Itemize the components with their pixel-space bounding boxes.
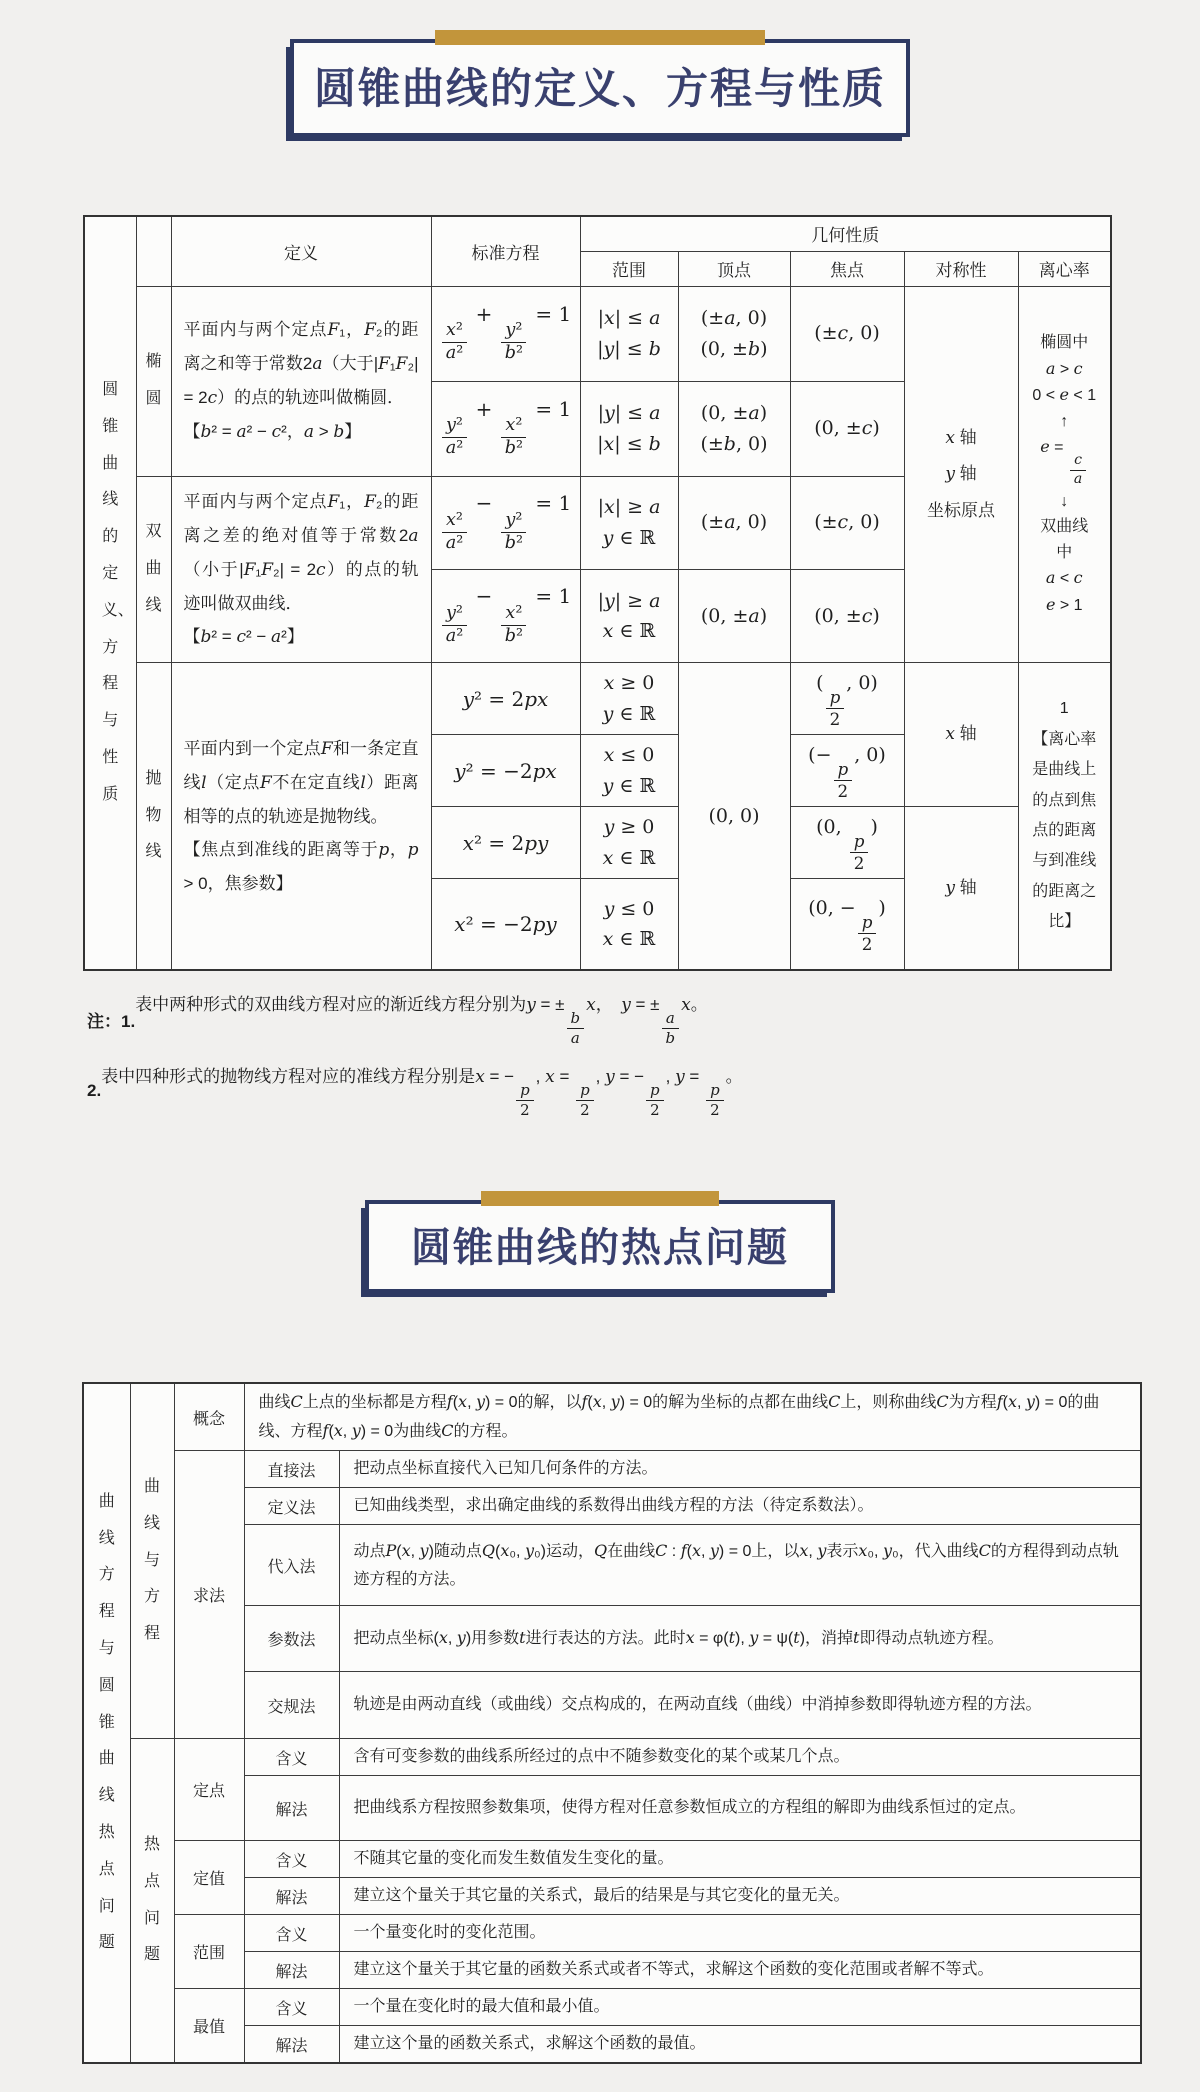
- t1-ellipse-eq-1: $\frac{\text{x²}}{\text{a²}}$ + $\frac{\text{y²}}{\text{b²}}$ = 1: [431, 286, 580, 381]
- t1-parabola-eq-3: x² = 2py: [431, 807, 580, 879]
- t1-parabola-range-4: y ≤ 0 x ∈ ℝ: [580, 879, 678, 970]
- section2-title-box: [365, 1200, 835, 1293]
- t2-fixed-point-solution: 把曲线系方程按照参数集项，使得方程对任意参数恒成立的方程组的解即为曲线系恒过的定点。: [339, 1776, 1141, 1841]
- t1-hyperbola-vertex-1: (±a, 0): [678, 476, 790, 569]
- t1-header-standard: 标准方程: [431, 216, 580, 286]
- t2-fixed-point-meaning-label: 含义: [244, 1739, 339, 1776]
- t1-parabola-focus-4: (0, − $\frac{p}{2}$ ): [790, 879, 904, 970]
- t1-header-geometry: 几何性质: [580, 216, 1111, 251]
- t1-hyperbola-vertex-2: (0, ±a): [678, 569, 790, 662]
- t1-hyperbola-focus-1: (±c, 0): [790, 476, 904, 569]
- t1-hyperbola-eq-1: $\frac{\text{x²}}{\text{a²}}$ − $\frac{\text{y²}}{\text{b²}}$ = 1: [431, 476, 580, 569]
- t1-parabola-eq-2: y² = −2px: [431, 735, 580, 807]
- t2-method-parameter-label: 参数法: [244, 1606, 339, 1672]
- t2-range-meaning-label: 含义: [244, 1915, 339, 1952]
- t2-method-parameter-text: 把动点坐标(x, y)用参数t进行表达的方法。此时x = φ(t), y = ψ(t)，消掉t即得动点轨迹方程。: [339, 1606, 1141, 1672]
- t1-header-vertex: 顶点: [678, 251, 790, 286]
- t2-method-intersection-text: 轨迹是由两动直线（或曲线）交点构成的，在两动直线（曲线）中消掉参数即得轨迹方程的方法。: [339, 1672, 1141, 1739]
- t1-hyperbola-definition: 平面内与两个定点F₁，F₂的距离之差的绝对值等于常数2a（小于|F₁F₂| = 2c）的点的轨迹叫做双曲线． 【b² = c² − a²】: [171, 476, 431, 663]
- t1-ellipse-vertex-2: (0, ±a) (±b, 0): [678, 381, 790, 476]
- t1-ellipse-eq-2: $\frac{\text{y²}}{\text{a²}}$ + $\frac{\text{x²}}{\text{b²}}$ = 1: [431, 381, 580, 476]
- t1-ellipse-name: 椭圆: [136, 286, 171, 476]
- t1-parabola-name: 抛物线: [136, 663, 171, 970]
- t1-ellipse-range-1: |x| ≤ a |y| ≤ b: [580, 286, 678, 381]
- t1-conic-symmetry: x 轴 y 轴 坐标原点: [904, 286, 1018, 663]
- gold-bar-decoration: [481, 1191, 719, 1206]
- t1-parabola-vertex: (0, 0): [678, 663, 790, 970]
- t1-parabola-eq-4: x² = −2py: [431, 879, 580, 970]
- t1-side-title: 圆锥曲线的定义、方程与性质: [84, 216, 136, 970]
- t1-parabola-focus-3: (0, $\frac{p}{2}$ ): [790, 807, 904, 879]
- t1-hyperbola-eq-2: $\frac{\text{y²}}{\text{a²}}$ − $\frac{\text{x²}}{\text{b²}}$ = 1: [431, 569, 580, 662]
- t1-header-definition: 定义: [171, 216, 431, 286]
- t1-hyperbola-focus-2: (0, ±c): [790, 569, 904, 662]
- t2-method-definition-label: 定义法: [244, 1488, 339, 1525]
- t1-hyperbola-name: 双曲线: [136, 476, 171, 663]
- t1-ellipse-vertex-1: (±a, 0) (0, ±b): [678, 286, 790, 381]
- t1-header-range: 范围: [580, 251, 678, 286]
- t1-ellipse-range-2: |y| ≤ a |x| ≤ b: [580, 381, 678, 476]
- t2-method-direct-text: 把动点坐标直接代入已知几何条件的方法。: [339, 1451, 1141, 1488]
- t2-side-title: 曲线方程与圆锥曲线热点问题: [83, 1383, 130, 2063]
- t2-fixed-point-meaning: 含有可变参数的曲线系所经过的点中不随参数变化的某个或某几个点。: [339, 1739, 1141, 1776]
- t2-range-solution: 建立这个量关于其它量的函数关系式或者不等式，求解这个函数的变化范围或者解不等式。: [339, 1952, 1141, 1989]
- section2-title: 圆锥曲线的热点问题: [411, 1226, 789, 1270]
- t2-method-substitution-label: 代入法: [244, 1525, 339, 1606]
- t1-header-eccentricity: 离心率: [1018, 251, 1111, 286]
- t2-topic-range: 范围: [174, 1915, 244, 1989]
- t1-ellipse-focus-2: (0, ±c): [790, 381, 904, 476]
- t2-method-intersection-label: 交规法: [244, 1672, 339, 1739]
- note-1-text: 表中两种形式的双曲线方程对应的渐近线方程分别为y = ± $\frac{b}{a}$ x， y = ± $\frac{a}{b}$ x。: [135, 995, 708, 1047]
- gold-bar-decoration: [435, 30, 765, 45]
- t2-method-substitution-text: 动点P(x, y)随动点Q(x₀, y₀)运动，Q在曲线C : f(x, y) = 0上，以x, y表示x₀, y₀，代入曲线C的方程得到动点轨迹方程的方法。: [339, 1525, 1141, 1606]
- note-1: [87, 983, 1122, 1055]
- t1-parabola-range-1: x ≥ 0 y ∈ ℝ: [580, 663, 678, 735]
- t2-extremum-meaning: 一个量在变化时的最大值和最小值。: [339, 1989, 1141, 2026]
- note-2-number: 2.: [87, 1081, 102, 1100]
- note-2-text: 表中四种形式的抛物线方程对应的准线方程分别是x = − $\frac{p}{2}$ , x = $\frac{p}{2}$ , y = − $\frac{p}{2}$ , y = $\frac{p}{2}$ 。: [101, 1067, 743, 1119]
- t2-method-definition-text: 已知曲线类型，求出确定曲线的系数得出曲线方程的方法（待定系数法）。: [339, 1488, 1141, 1525]
- section1-title: 圆锥曲线的定义、方程与性质: [313, 65, 886, 112]
- t2-concept-label: 概念: [174, 1383, 244, 1451]
- t2-extremum-solution: 建立这个量的函数关系式，求解这个函数的最值。: [339, 2026, 1141, 2064]
- t2-fixed-value-meaning-label: 含义: [244, 1841, 339, 1878]
- t2-range-meaning: 一个量变化时的变化范围。: [339, 1915, 1141, 1952]
- section1-title-box: [290, 39, 910, 137]
- note-2: [87, 1061, 1122, 1121]
- t1-parabola-range-3: y ≥ 0 x ∈ ℝ: [580, 807, 678, 879]
- t1-parabola-focus-2: (− $\frac{p}{2}$ , 0): [790, 735, 904, 807]
- t2-extremum-meaning-label: 含义: [244, 1989, 339, 2026]
- t1-parabola-definition: 平面内到一个定点F和一条定直线l（定点F不在定直线l）距离相等的点的轨迹是抛物线。 【焦点到准线的距离等于p，p > 0，焦参数】: [171, 663, 431, 970]
- conic-properties-table: [83, 215, 1112, 971]
- t1-corner-blank: [136, 216, 171, 286]
- t2-method-direct-label: 直接法: [244, 1451, 339, 1488]
- t1-ellipse-definition: 平面内与两个定点F₁，F₂的距离之和等于常数2a（大于|F₁F₂| = 2c）的点的轨迹叫做椭圆． 【b² = a² − c²，a > b】: [171, 286, 431, 476]
- t2-group-hot-topics: 热点问题: [130, 1739, 174, 2064]
- t2-range-solution-label: 解法: [244, 1952, 339, 1989]
- t1-header-symmetry: 对称性: [904, 251, 1018, 286]
- t2-topic-fixed-value: 定值: [174, 1841, 244, 1915]
- t2-extremum-solution-label: 解法: [244, 2026, 339, 2064]
- hot-topics-table: [82, 1382, 1142, 2064]
- t1-header-focus: 焦点: [790, 251, 904, 286]
- t1-hyperbola-range-2: |y| ≥ a x ∈ ℝ: [580, 569, 678, 662]
- t2-group-curve-equation: 曲线与方程: [130, 1383, 174, 1739]
- t2-topic-fixed-point: 定点: [174, 1739, 244, 1841]
- t2-methods-label: 求法: [174, 1451, 244, 1739]
- t2-fixed-point-solution-label: 解法: [244, 1776, 339, 1841]
- t1-conic-eccentricity: 椭圆中 a > c 0 < e < 1 ↑ e = $\frac{c}{a}$ ↓ 双曲线 中 a < c e > 1: [1018, 286, 1111, 663]
- t2-fixed-value-solution: 建立这个量关于其它量的关系式，最后的结果是与其它变化的量无关。: [339, 1878, 1141, 1915]
- t2-fixed-value-meaning: 不随其它量的变化而发生数值发生变化的量。: [339, 1841, 1141, 1878]
- t1-ellipse-focus-1: (±c, 0): [790, 286, 904, 381]
- t2-fixed-value-solution-label: 解法: [244, 1878, 339, 1915]
- t1-parabola-eccentricity: 1 【离心率是曲线上的点到焦点的距离与到准线的距离之比】: [1018, 663, 1111, 970]
- t1-parabola-range-2: x ≤ 0 y ∈ ℝ: [580, 735, 678, 807]
- note-prefix: 注：1.: [87, 1011, 136, 1031]
- t2-concept-text: 曲线C上点的坐标都是方程f(x, y) = 0的解，以f(x, y) = 0的解为坐标的点都在曲线C上，则称曲线C为方程f(x, y) = 0的曲线、方程f(x, y) = 0为曲线C的方程。: [244, 1383, 1141, 1451]
- t1-parabola-symmetry-y: y 轴: [904, 807, 1018, 970]
- t1-parabola-symmetry-x: x 轴: [904, 663, 1018, 807]
- table1-notes: [87, 983, 1122, 1121]
- t1-parabola-eq-1: y² = 2px: [431, 663, 580, 735]
- t2-topic-extremum: 最值: [174, 1989, 244, 2064]
- t1-parabola-focus-1: ( $\frac{p}{2}$ , 0): [790, 663, 904, 735]
- t1-hyperbola-range-1: |x| ≥ a y ∈ ℝ: [580, 476, 678, 569]
